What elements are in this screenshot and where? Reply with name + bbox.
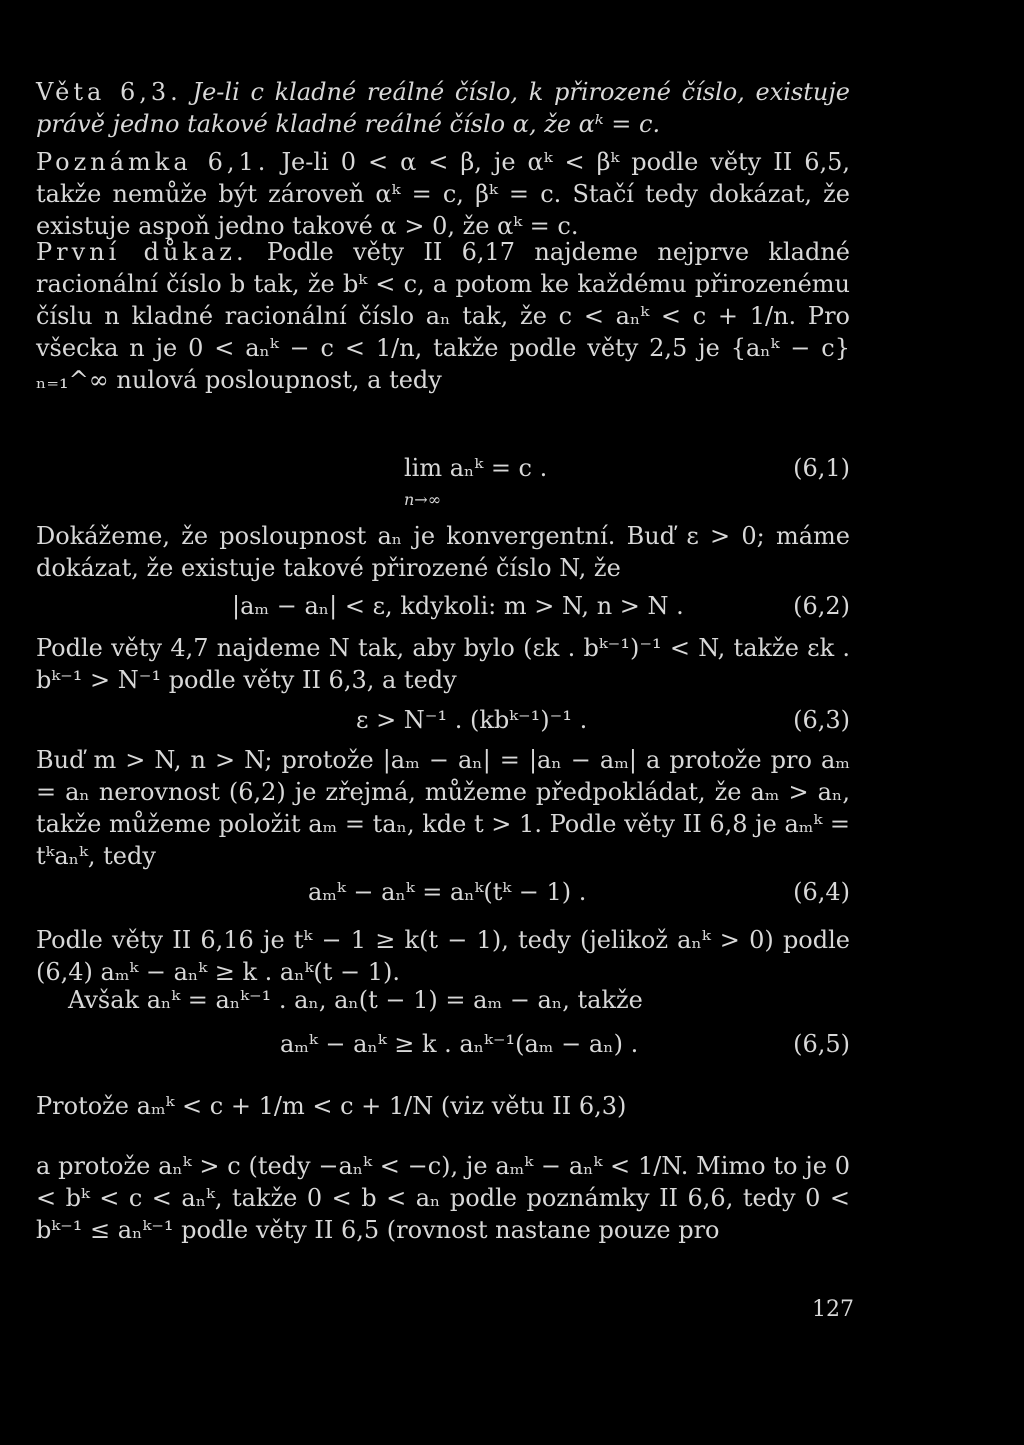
equation-6-2-number: (6,2)	[793, 592, 850, 620]
proof-p3: Podle věty 4,7 najdeme N tak, aby bylo (εk . bᵏ⁻¹)⁻¹ < N, takže εk . bᵏ⁻¹ > N⁻¹ podle věty II 6,3, a tedy	[36, 634, 850, 694]
proof-paragraph-1	[36, 236, 850, 396]
proof-p7: Protože aₘᵏ < c + 1/m < c + 1/N (viz větu II 6,3)	[36, 1092, 627, 1120]
page-number: 127	[812, 1297, 854, 1322]
proof-p5: Podle věty II 6,16 je tᵏ − 1 ≥ k(t − 1), tedy (jelikož aₙᵏ > 0) podle (6,4) aₘᵏ − aₙᵏ ≥ k . aₙᵏ(t − 1).	[36, 926, 850, 986]
equation-6-2	[36, 590, 850, 630]
proof-p2: Dokážeme, že posloupnost aₙ je konvergentní. Buď ε > 0; máme dokázat, že existuje takové přirozené číslo N, že	[36, 522, 850, 582]
proof-paragraph-2	[36, 520, 850, 584]
proof-paragraph-4	[36, 744, 850, 872]
equation-6-3-body: ε > N⁻¹ . (kbᵏ⁻¹)⁻¹ .	[356, 706, 588, 734]
theorem-text: Je-li c kladné reálné číslo, k přirozené číslo, existuje právě jedno takové kladné reálné číslo α, že αᵏ = c.	[36, 78, 850, 138]
proof-p8: a protože aₙᵏ > c (tedy −aₙᵏ < −c), je aₘᵏ − aₙᵏ < 1/N. Mimo to je 0 < bᵏ < c < aₙᵏ, takže 0 < b < aₙ podle poznámky II 6,6, tedy 0 < bᵏ⁻¹ ≤ aₙᵏ⁻¹ podle věty II 6,5 (rovnost nastane pouze pro	[36, 1152, 850, 1244]
equation-6-5	[36, 1028, 850, 1068]
proof-paragraph-3	[36, 632, 850, 696]
equation-6-5-number: (6,5)	[793, 1030, 850, 1058]
proof-p1: Podle věty II 6,17 najdeme nejprve kladné racionální číslo b tak, že bᵏ < c, a potom ke každému přirozenému číslu n kladné racionální číslo aₙ tak, že c < aₙᵏ < c + 1/n. Pro všecka n je 0 < aₙᵏ − c < 1/n, takže podle věty 2,5 je {aₙᵏ − c}ₙ₌₁^∞ nulová posloupnost, a tedy	[36, 238, 850, 394]
proof-label: První důkaz.	[36, 238, 248, 266]
note-text: Je-li 0 < α < β, je αᵏ < βᵏ podle věty II 6,5, takže nemůže být zároveň αᵏ = c, βᵏ = c. Stačí tedy dokázat, že existuje aspoň jedno takové α > 0, že αᵏ = c.	[36, 148, 850, 240]
proof-paragraph-6	[36, 984, 850, 1016]
theorem	[36, 76, 850, 140]
equation-6-4	[36, 876, 850, 916]
proof-p4: Buď m > N, n > N; protože |aₘ − aₙ| = |aₙ − aₘ| a protože pro aₘ = aₙ nerovnost (6,2) je zřejmá, můžeme předpokládat, že aₘ > aₙ, takže můžeme položit aₘ = taₙ, kde t > 1. Podle věty II 6,8 je aₘᵏ = tᵏaₙᵏ, tedy	[36, 746, 850, 870]
theorem-label: Věta 6,3.	[36, 78, 182, 106]
equation-6-4-number: (6,4)	[793, 878, 850, 906]
proof-paragraph-7	[36, 1090, 850, 1122]
note-label: Poznámka 6,1.	[36, 148, 270, 176]
equation-6-1-number: (6,1)	[793, 454, 850, 482]
equation-6-3-number: (6,3)	[793, 706, 850, 734]
equation-6-1	[36, 452, 850, 509]
note	[36, 146, 850, 242]
proof-paragraph-8	[36, 1150, 850, 1246]
equation-6-2-body: |aₘ − aₙ| < ε, kdykoli: m > N, n > N .	[232, 592, 684, 620]
equation-6-1-body: lim aₙᵏ = c .	[404, 454, 548, 482]
equation-6-5-body: aₘᵏ − aₙᵏ ≥ k . aₙᵏ⁻¹(aₘ − aₙ) .	[280, 1030, 639, 1058]
equation-6-3	[36, 704, 850, 744]
proof-p6: Avšak aₙᵏ = aₙᵏ⁻¹ . aₙ, aₙ(t − 1) = aₘ − aₙ, takže	[68, 986, 643, 1014]
proof-paragraph-5	[36, 924, 850, 988]
equation-6-1-subscript: n→∞	[404, 490, 442, 509]
equation-6-4-body: aₘᵏ − aₙᵏ = aₙᵏ(tᵏ − 1) .	[308, 878, 587, 906]
